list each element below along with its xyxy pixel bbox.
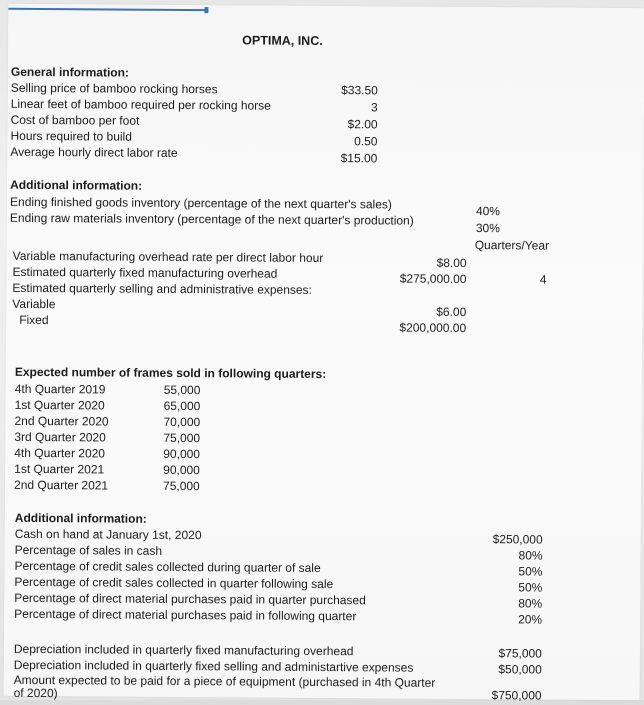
expected-heading: Expected number of frames sold in following quarters: (14, 364, 327, 382)
company-title: OPTIMA, INC. (242, 33, 323, 48)
expected-quarter: 4th Quarter 2020 (14, 445, 106, 461)
additional-heading: Additional information: (10, 177, 143, 193)
cash-info-value: 80% (518, 548, 543, 563)
expected-quarter: 1st Quarter 2021 (14, 461, 105, 477)
cash-info-label: Percentage of credit sales collected during quarter of sale (14, 558, 321, 575)
cash-info-value: 50% (518, 564, 543, 579)
top-divider-line (8, 8, 208, 11)
general-row-label: Selling price of bamboo rocking horses (10, 80, 218, 97)
additional2-heading: Additional information: (14, 510, 147, 526)
variable-value: $6.00 (436, 304, 467, 319)
ending-fg-value: 40% (475, 204, 501, 219)
expected-quarter: 3rd Quarter 2020 (14, 429, 106, 445)
cash-info-label: Percentage of sales in cash (14, 542, 163, 558)
expected-units: 65,000 (163, 398, 201, 414)
cash-info-value: $250,000 (492, 532, 543, 547)
fixed-value: $200,000.00 (399, 320, 467, 335)
cash-info-label: Percentage of credit sales collected in quarter following sale (14, 574, 334, 592)
general-heading: General information: (10, 64, 130, 80)
ending-fg-label: Ending finished goods inventory (percentage of the next quarter's sales) (9, 194, 392, 212)
general-row-value: 0.50 (354, 134, 378, 149)
quarters-value: 4 (539, 272, 547, 287)
depreciation-value: $75,000 (498, 646, 542, 661)
depreciation-label: Depreciation included in quarterly fixed manufacturing overhead (13, 641, 354, 659)
general-row-value: 3 (370, 100, 378, 115)
depreciation-value: $50,000 (498, 662, 542, 677)
variable-label: Variable (12, 296, 56, 312)
expected-units: 55,000 (163, 382, 201, 398)
fixed-overhead-value: $275,000.00 (399, 271, 467, 286)
document-page (4, 4, 644, 703)
fixed-label: Fixed (19, 312, 49, 328)
quarters-label: Quarters/Year (474, 238, 550, 253)
top-divider-marker (204, 7, 208, 13)
general-row-value: $33.50 (341, 83, 378, 98)
cash-info-label: Cash on hand at January 1st, 2020 (14, 526, 202, 543)
general-row-value: $15.00 (340, 151, 378, 166)
general-row-label: Linear feet of bamboo required per rocking horse (10, 96, 271, 113)
general-row-label: Average hourly direct labor rate (10, 144, 178, 160)
equipment-label-line2: of 2020) (13, 685, 58, 701)
ending-rm-value: 30% (475, 221, 500, 236)
general-row-label: Cost of bamboo per foot (10, 112, 140, 128)
general-row-label: Hours required to build (10, 128, 132, 144)
expected-units: 90,000 (163, 462, 200, 478)
cash-info-label: Percentage of direct material purchases paid in quarter purchased (14, 590, 366, 608)
fixed-overhead-label: Estimated quarterly fixed manufacturing overhead (12, 264, 278, 281)
sa-expenses-label: Estimated quarterly selling and administrative expenses: (12, 280, 312, 297)
expected-units: 90,000 (163, 446, 201, 462)
expected-units: 75,000 (163, 478, 200, 494)
general-row-value: $2.00 (347, 117, 378, 132)
expected-quarter: 1st Quarter 2020 (14, 397, 105, 413)
cash-info-value: 80% (518, 596, 543, 611)
expected-quarter: 2nd Quarter 2021 (14, 477, 109, 493)
ending-rm-label: Ending raw materials inventory (percentage of the next quarter's production) (9, 210, 414, 228)
expected-quarter: 2nd Quarter 2020 (14, 413, 109, 429)
variable-overhead-value: $8.00 (436, 255, 467, 270)
cash-info-value: 50% (518, 580, 543, 595)
variable-overhead-label: Variable manufacturing overhead rate per direct labor hour (12, 248, 324, 265)
equipment-label-line1: Amount expected to be paid for a piece of equipment (purchased in 4th Quarter (13, 672, 436, 690)
depreciation-label: Depreciation included in quarterly fixed selling and administartive expenses (13, 657, 414, 675)
expected-units: 75,000 (163, 430, 201, 446)
cash-info-value: 20% (518, 612, 543, 627)
expected-units: 70,000 (163, 414, 201, 430)
cash-info-label: Percentage of direct material purchases paid in following quarter (14, 606, 357, 624)
equipment-value: $750,000 (491, 688, 542, 703)
expected-quarter: 4th Quarter 2019 (14, 381, 106, 397)
